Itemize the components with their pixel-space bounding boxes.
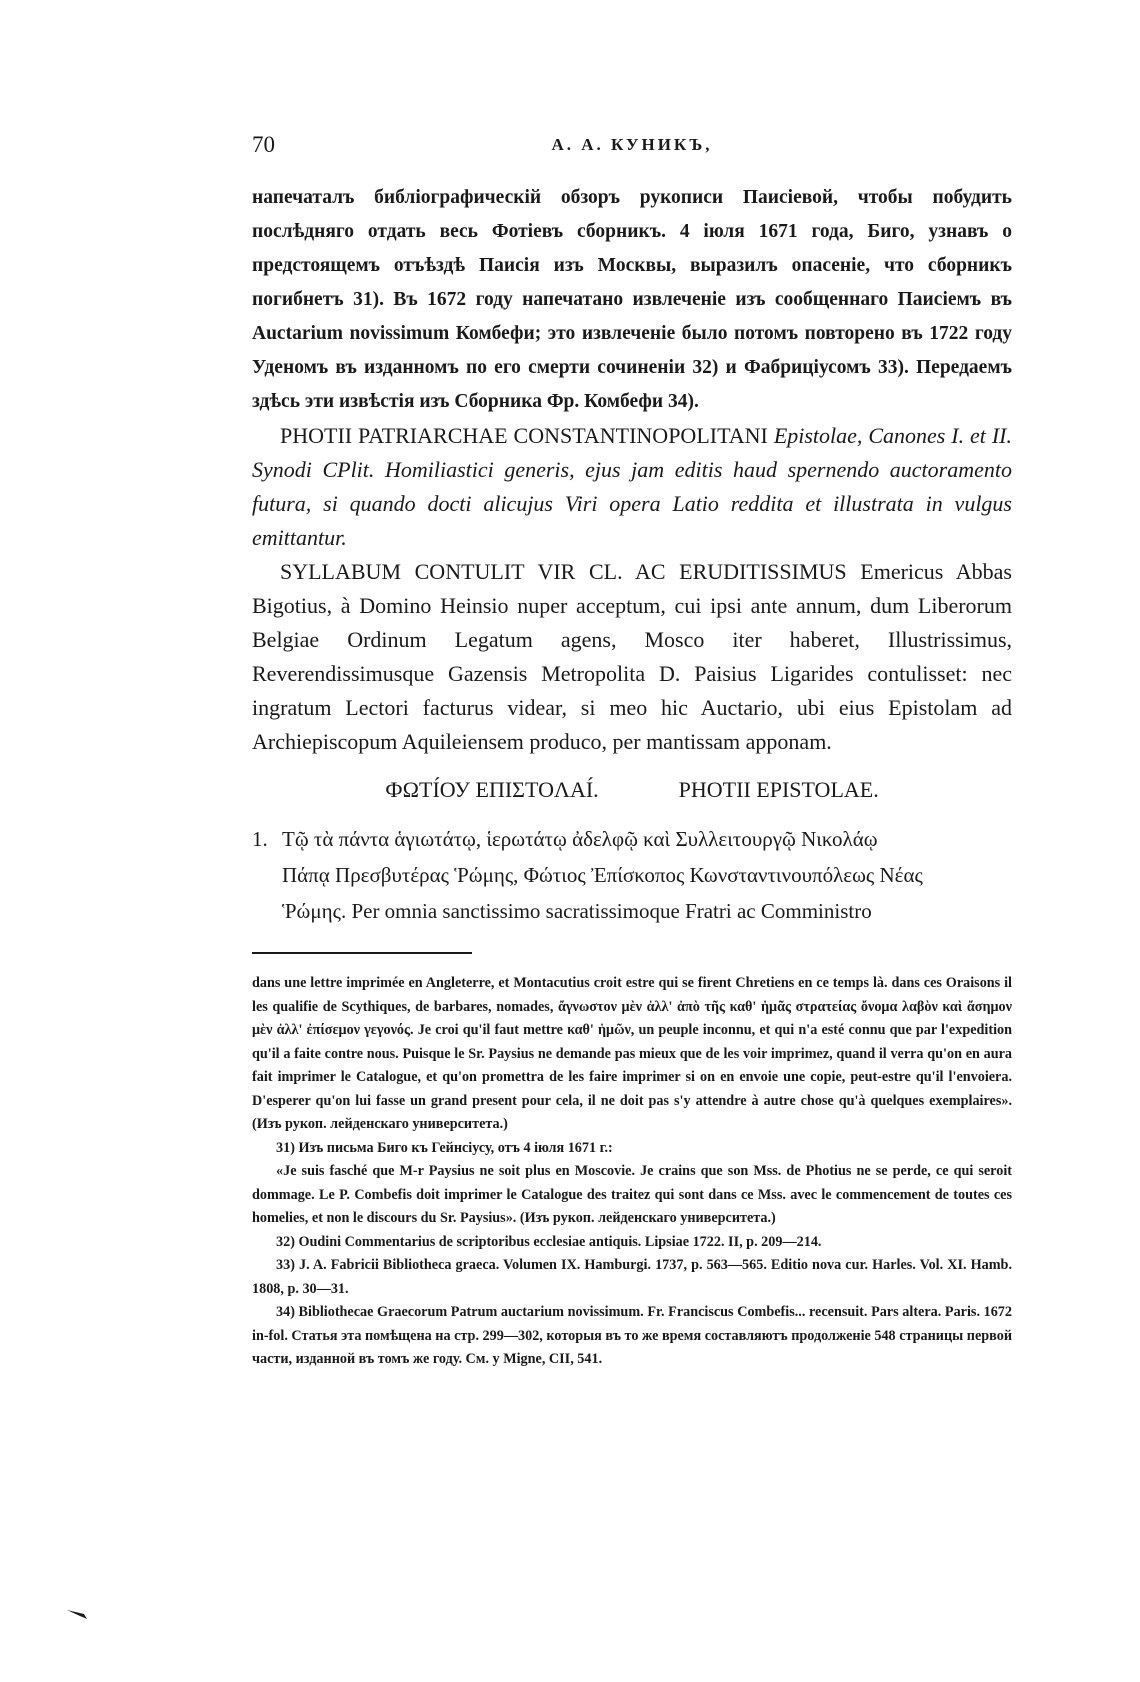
paragraph-2-caps: PHOTII PATRIARCHAE CONSTANTINOPOLITANI	[280, 423, 768, 448]
footnote-divider	[252, 952, 472, 954]
paragraph-2-italic: Epistolae, Canones I. et II. Synodi CPlit. Homiliastici generis, ejus jam editis haud spernendo auctoramento futura, si quando docti alicujus Viri opera Latio reddita et illustrata in vulgus emittantur.	[252, 423, 1013, 550]
main-text	[252, 181, 1012, 929]
letter-line-1-text: Τῷ τὰ πάντα ἁγιωτάτῳ, ἱερωτάτῳ ἀδελφῷ καὶ Συλλειτουργῷ Νικολάῳ	[282, 827, 878, 851]
footnote-34: 34) Bibliothecae Graecorum Patrum auctarium novissimum. Fr. Franciscus Combefis... recensuit. Pars altera. Paris. 1672 in-fol. Статья эта помѣщена на стр. 299—302, которыя въ то же время составляютъ продолженіе 548 страницы первой части, изданной въ томъ же году. См. у Migne, CII, 541.	[252, 1304, 1012, 1367]
stray-mark-icon	[66, 1608, 88, 1620]
running-head: А. А. КУНИКЪ,	[551, 135, 713, 154]
footnote-31-heading: 31) Изъ письма Биго къ Гейнсіусу, отъ 4 іюля 1671 г.:	[276, 1139, 613, 1156]
paragraph-1: напечаталъ библіографическій обзоръ рукописи Паисіевой, чтобы побудить послѣдняго отдать весь Фотіевъ сборникъ. 4 іюля 1671 года, Биго, узнавъ о предстоящемъ отъѣздѣ Паисія изъ Москвы, выразилъ опасеніе, что сборникъ погибнетъ 31). Въ 1672 году напечатано извлеченіе изъ сообщеннаго Паисіемъ въ Auctarium novissimum Комбефи; это извлеченіе было потомъ повторено въ 1722 году Уденомъ въ изданномъ по его смерти сочиненіи 32) и Фабриціусомъ 33). Передаемъ здѣсь эти извѣстія изъ Сборника Фр. Комбефи 34).	[252, 187, 1012, 412]
paragraph-2	[252, 419, 1012, 555]
heading-greek: ФΩТІ́ОУ ЕПІΣТОΛАІ́.	[385, 777, 599, 802]
page-number: 70	[252, 132, 275, 157]
letter-line-2: Πάπᾳ Πρεσβυτέρας Ῥώμης, Φώτιος Ἐπίσκοπος Κωνσταντινουπόλεως Νέας	[282, 863, 923, 887]
letter-number: 1.	[252, 827, 268, 851]
footnotes	[252, 972, 1012, 1372]
paragraph-3-caps: SYLLABUM CONTULIT VIR CL. AC ERUDITISSIMUS	[280, 559, 847, 584]
paragraph-3	[252, 555, 1012, 759]
letter-line-3: Ῥώμης. Per omnia sanctissimo sacratissimoque Fratri ac Comministro	[282, 899, 872, 923]
letter-1	[252, 821, 1012, 929]
letter-line-1	[252, 821, 1012, 857]
section-heading	[252, 773, 1012, 807]
footnote-continuation: dans une lettre imprimée en Angleterre, et Montacutius croit estre qui se firent Chretiens en ce temps là. dans ces Oraisons il les qualifie de Scythiques, de barbares, nomades, ἄγνωστον μὲν ἀλλ' ἀπὸ τῆς καθ' ἡμᾶς στρατείας ὄνομα λαβὸν καὶ ἄσημον μὲν ἀλλ' ἐπίσεμον γεγονός. Je croi qu'il faut mettre καθ' ἡμῶν, un peuple inconnu, et qui n'a esté connu que par l'expedition qu'il a faite contre nous. Puisque le Sr. Paysius ne demande pas mieux que de les voir imprimez, quand il verra qu'on en aura fait imprimer le Catalogue, et qu'on promettra de les faire imprimer si on en envoie une copie, peut-estre qu'il l'envoiera. D'esperer qu'on lui fasse un grand present pour cela, il ne doit pas s'y attendre à autre chose qu'à quelques exemplaires». (Изъ рукоп. лейденскаго университета.)	[252, 975, 1012, 1132]
paragraph-3-rest: Emericus Abbas Bigotius, à Domino Heinsio nuper acceptum, cui ipsi ante annum, dum Liberorum Belgiae Ordinum Legatum agens, Mosco iter haberet, Illustrissimus, Reverendissimusque Gazensis Metropolita D. Paisius Ligarides contulisset: nec ingratum Lectori facturus videar, si meo hic Auctario, ubi eius Epistolam ad Archiepiscopum Aquileiensem produco, per mantissam apponam.	[252, 559, 1012, 754]
footnote-33: 33) J. A. Fabricii Bibliotheca graeca. Volumen IX. Hamburgi. 1737, p. 563—565. Editio nova cur. Harles. Vol. XI. Hamb. 1808, p. 30—31.	[252, 1257, 1012, 1297]
footnote-31-body: «Je suis fasché que M-r Paysius ne soit plus en Moscovie. Je crains que son Mss. de Photius ne se perde, ce qui seroit dommage. Le P. Combefis doit imprimer le Catalogue des traitez qui sont dans ce Mss. avec le commencement de toutes ces homelies, et non le discours du Sr. Paysius». (Изъ рукоп. лейденскаго университета.)	[252, 1163, 1012, 1226]
footnote-32: 32) Oudini Commentarius de scriptoribus ecclesiae antiquis. Lipsiae 1722. II, p. 209—214.	[276, 1233, 822, 1250]
page-header	[252, 132, 1012, 162]
heading-latin: PHOTII EPISTOLAE.	[678, 777, 879, 802]
